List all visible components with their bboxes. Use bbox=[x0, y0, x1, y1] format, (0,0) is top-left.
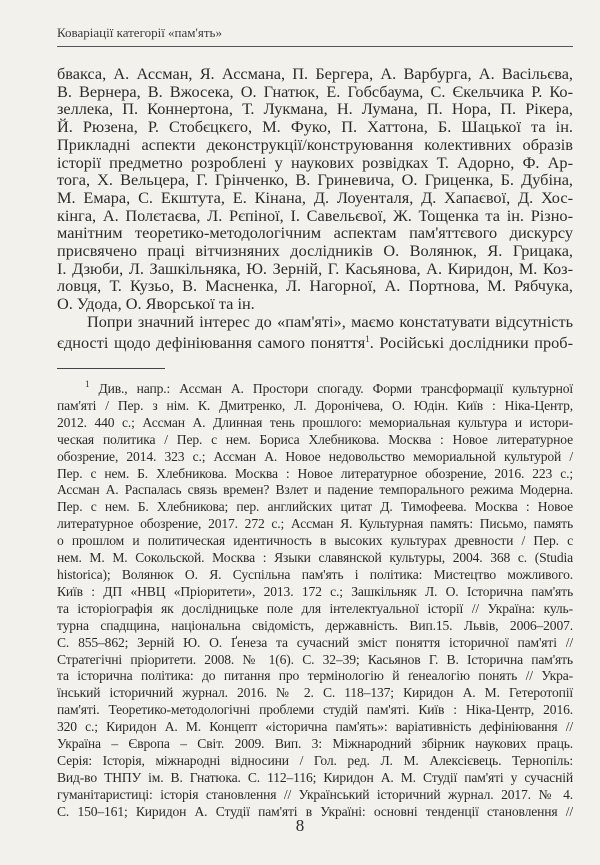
text-line: історії предметно розроблені у наукових розвідках Т. Адорно, Ф. Ар- bbox=[57, 152, 573, 172]
footnote-line: нем. М. М. Сокольской. Москва : Языки славянской культуры, 2004. 368 с. (Studia bbox=[57, 550, 573, 566]
footnote-line bbox=[57, 376, 573, 398]
footnote-text: Див., напр.: Ассман А. Простори спогаду. Форми трансформації культурної bbox=[98, 381, 573, 396]
footnote-line: обозрение, 2014. 323 с.; Ассман А. Новое недовольство мемориальной культурой / bbox=[57, 448, 573, 464]
footnote-line: Київ : ДП «НВЦ «Пріоритети», 2013. 172 с.; Зашкільняк Л. О. Історична пам'ять bbox=[57, 583, 573, 599]
footnote-line: historica); Волянюк О. Я. Суспільна пам'ять і політика: Мистецтво можливого. bbox=[57, 566, 573, 582]
footnote-reference[interactable]: 1 bbox=[365, 333, 370, 344]
text-line: зеллека, П. Коннертона, Т. Лукмана, Н. Лумана, П. Нора, П. Рікера, bbox=[57, 99, 573, 119]
text-fragment: . Російські дослідники проб- bbox=[369, 332, 573, 352]
text-line: кінга, А. Полєтаєва, Л. Рєпіної, І. Савельєвої, Ж. Тощенка та ін. Різно- bbox=[57, 205, 573, 225]
text-fragment: єдності щодо дефініювання самого поняття bbox=[57, 332, 366, 352]
footnote-line: Вид-во ТНПУ ім. В. Гнатюка. С. 112–116; Киридон А. М. Студії пам'яті у сучасній bbox=[57, 769, 573, 785]
paragraph-2 bbox=[57, 313, 573, 351]
footnote-line: Стратегічні пріоритети. 2008. № 1(6). С. 32–39; Касьянов Г. В. Історична пам'ять bbox=[57, 651, 573, 667]
footnote-line: С. 855–862; Зерній Ю. О. Ґенеза та сучасний зміст поняття історичної пам'яті // bbox=[57, 634, 573, 650]
footnote-line: Україна – Європа – Світ. 2009. Вип. 3: Міжнародний збірник наукових праць. bbox=[57, 736, 573, 752]
footnote bbox=[57, 376, 573, 821]
text-line: бвакса, А. Ассман, Я. Ассмана, П. Бергера, А. Варбурга, А. Васільєва, bbox=[57, 64, 573, 83]
text-line: присвячено праці вітчизняних дослідників О. Волянюк, Я. Грицака, bbox=[57, 241, 573, 261]
footnote-line: турна спадщина, національна свідомість, державність. Вип.15. Львів, 2006–2007. bbox=[57, 617, 573, 633]
text-line: О. Удода, О. Яворської та ін. bbox=[57, 294, 255, 314]
text-line: В. Вернера, В. Вжосека, О. Гнатюк, Е. Гобсбаума, С. Єкельчика Р. Ко- bbox=[57, 81, 573, 101]
running-header: Коваріації категорії «пам'ять» bbox=[57, 25, 222, 40]
text-line: Попри значний інтерес до «пам'яті», маємо констатувати відсутність bbox=[87, 311, 573, 331]
footnote-line: пам'яті. Теоретико-методологічні проблеми студій пам'яті. Київ : Ніка-Центр, 2016. bbox=[57, 702, 573, 718]
footnote-line: Серія: Історія, міжнародні відносини / Гол. ред. Л. М. Алексієвець. Тернопіль: bbox=[57, 752, 573, 768]
footnote-line: Пер. с нем. Б. Хлебникова; пер. английских цитат Д. Тимофеева. Москва : Новое bbox=[57, 499, 573, 515]
footnote-line: о прошлом и политическая идентичность в высоких культурах древности / Пер. с bbox=[57, 533, 573, 549]
paragraph-1 bbox=[57, 65, 573, 313]
footnote-line: Ассман А. Распалась связь времен? Взлет и падение темпорального режима Модерна. bbox=[57, 482, 573, 498]
footnote-line: їнський історичний журнал. 2016. № 2. С. 118–137; Киридон А. М. Гетеротопії bbox=[57, 685, 573, 701]
footnote-line: гуманітаристиці: історія становлення // Український історичний журнал. 2017. № 4. bbox=[57, 786, 573, 802]
footnote-line: литературное обозрение, 2017. 272 с.; Ассман Я. Культурная память: Письмо, память bbox=[57, 516, 573, 532]
footnote-line: Пер. с нем. Б. Хлебникова. Москва : Новое литературное обозрение, 2016. 223 с.; bbox=[57, 465, 573, 481]
footnote-line: 320 с.; Киридон А. М. Концепт «історична пам'ять»: варіативність дефініювання // bbox=[57, 719, 573, 735]
footnote-line: 2012. 440 с.; Ассман А. Длинная тень прошлого: мемориальная культура и истори- bbox=[57, 414, 573, 430]
text-line: І. Дзюби, Л. Зашкільняка, Ю. Зерній, Г. Касьянова, А. Киридон, М. Коз- bbox=[57, 258, 573, 278]
footnote-line: та історіографія як дослідницьке поле для інтелектуальної історії // Україна: куль- bbox=[57, 600, 573, 616]
footnote-separator bbox=[57, 368, 165, 369]
text-line: тога, Х. Вельцера, Г. Грінченко, В. Гриневича, О. Гриценка, Б. Дубіна, bbox=[57, 170, 573, 190]
text-line: манітним теоретико-методологічним аспектам пам'яттєвого дискурсу bbox=[57, 223, 573, 243]
main-text bbox=[57, 65, 573, 351]
page-number: 8 bbox=[295, 816, 305, 835]
footnote-line: та історична політика: до питання про термінологію й ґенеалогію понять // Укра- bbox=[57, 668, 573, 684]
text-line bbox=[57, 331, 573, 352]
text-line: Прикладні аспекти деконструкції/конструювання колективних образів bbox=[57, 134, 573, 154]
text-line: Й. Рюзена, Р. Стобєцкєго, М. Фуко, П. Хаттона, Б. Шацької та ін. bbox=[57, 117, 573, 137]
footnote-line: пам'яті / Пер. з нім. К. Дмитренко, Л. Доронічева, О. Юдін. Київ : Ніка-Центр, bbox=[57, 397, 573, 413]
footnote-line: С. 150–161; Киридон А. Студії пам'яті в Україні: основні тенденції становлення // bbox=[57, 803, 573, 819]
text-line: М. Емара, С. Екштута, Е. Кінана, Д. Лоуенталя, Д. Хапаєвої, Д. Хос- bbox=[57, 187, 573, 207]
footnote-line: ческая политика / Пер. с нем. Бориса Хлебникова. Москва : Новое литературное bbox=[57, 431, 573, 447]
footnote-marker: 1 bbox=[85, 379, 90, 389]
header-rule bbox=[57, 46, 573, 47]
text-line: ловця, Т. Кузьо, В. Масненка, Л. Нагорної, А. Портнова, М. Рябчука, bbox=[57, 276, 573, 296]
